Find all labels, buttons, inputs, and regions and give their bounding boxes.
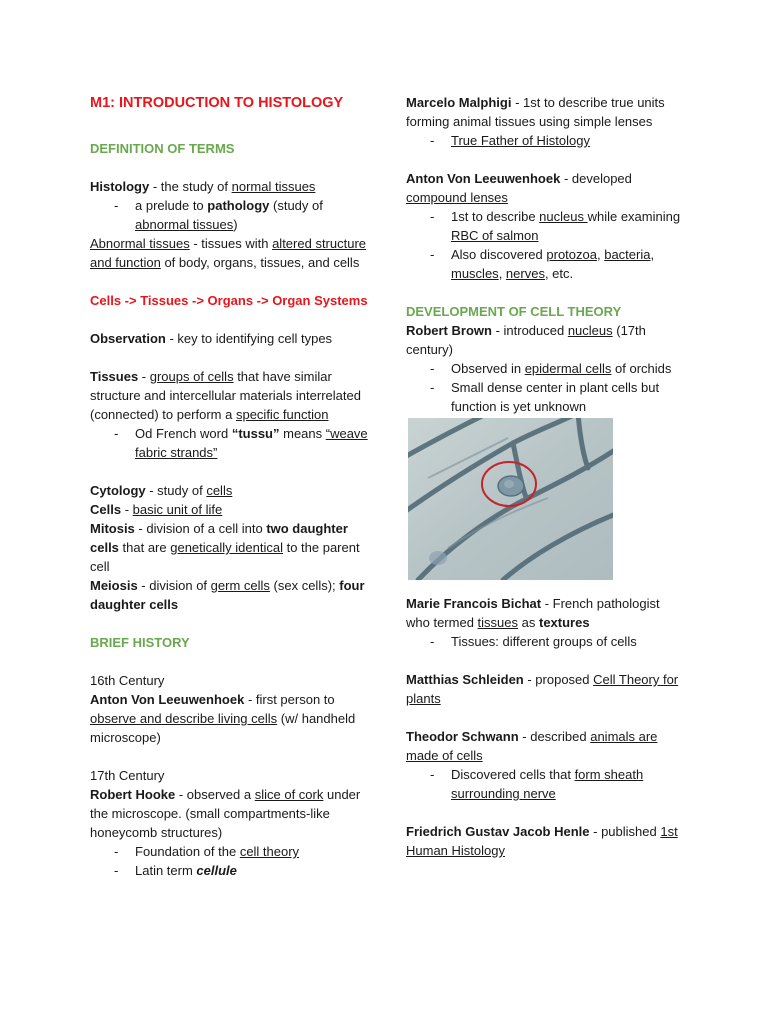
brown-bullets [406,359,681,416]
brown-entry: Robert Brown - introduced nucleus (17th century) [406,323,646,357]
bichat-entry: Marie Francois Bichat - French pathologist who termed tissues as textures [406,596,660,630]
list-item: - Observed in epidermal cells of orchids [406,359,681,378]
list-item: - Tissues: different groups of cells [406,632,681,651]
century-16: 16th Century [90,673,165,688]
schwann-bullets [406,765,681,803]
tissues-bullets [90,424,375,462]
meiosis-def: Meiosis - division of germ cells (sex cells); four daughter cells [90,578,365,612]
onion-cell-micrograph [408,418,613,580]
list-item: - 1st to describe nucleus while examining RBC of salmon [406,207,681,245]
malphigi-entry: Marcelo Malphigi - 1st to describe true units forming animal tissues using simple lenses [406,95,665,129]
histology-bullets [90,196,375,234]
observation-def: Observation - key to identifying cell types [90,331,333,346]
history-heading: BRIEF HISTORY [90,635,190,650]
list-item: - Small dense center in plant cells but function is yet unknown [406,378,681,416]
tissues-def: Tissues - groups of cells that have similar structure and intercellular materials interrelated (connected) to perform a specific function [90,369,361,422]
schwann-entry: Theodor Schwann - described animals are made of cells [406,729,658,763]
right-column [406,93,681,860]
cytology-def: Cytology - study of cells [90,483,233,498]
list-item: - Foundation of the cell theory [90,842,375,861]
definition-heading: DEFINITION OF TERMS [90,141,235,156]
left-column [90,93,375,880]
leeuwenhoek-entry: Anton Von Leeuwenhoek - developed compound lenses [406,171,632,205]
list-item: - Also discovered protozoa, bacteria, muscles, nerves, etc. [406,245,681,283]
bichat-bullets [406,632,681,651]
century-17: 17th Century [90,768,165,783]
mitosis-def: Mitosis - division of a cell into two daughter cells that are genetically identical to the parent cell [90,521,360,574]
list-item: - Discovered cells that form sheath surrounding nerve [406,765,681,803]
leeuwenhoek-bullets [406,207,681,283]
cell-theory-heading: DEVELOPMENT OF CELL THEORY [406,304,622,319]
list-item: - Latin term cellule [90,861,375,880]
schleiden-entry: Matthias Schleiden - proposed Cell Theory for plants [406,672,679,706]
organization-flow: Cells -> Tissues -> Organs -> Organ Systems [90,293,368,308]
abnormal-tissues-def: Abnormal tissues - tissues with altered structure and function of body, organs, tissues, and cells [90,236,367,270]
page-title: M1: INTRODUCTION TO HISTOLOGY [90,95,344,111]
henle-entry: Friedrich Gustav Jacob Henle - published 1st Human Histology [406,824,678,858]
cells-def: Cells - basic unit of life [90,502,223,517]
leeuwenhoek-16th: Anton Von Leeuwenhoek - first person to observe and describe living cells (w/ handheld microscope) [90,692,356,745]
list-item: - a prelude to pathology (study of abnormal tissues) [90,196,375,234]
malphigi-bullets [406,131,681,150]
histology-def: Histology - the study of normal tissues [90,179,316,194]
hooke-entry: Robert Hooke - observed a slice of cork under the microscope. (small compartments-like honeycomb structures) [90,787,361,840]
list-item: - Od French word “tussu” means “weave fabric strands” [90,424,375,462]
list-item: - True Father of Histology [406,131,681,150]
hooke-bullets [90,842,375,880]
